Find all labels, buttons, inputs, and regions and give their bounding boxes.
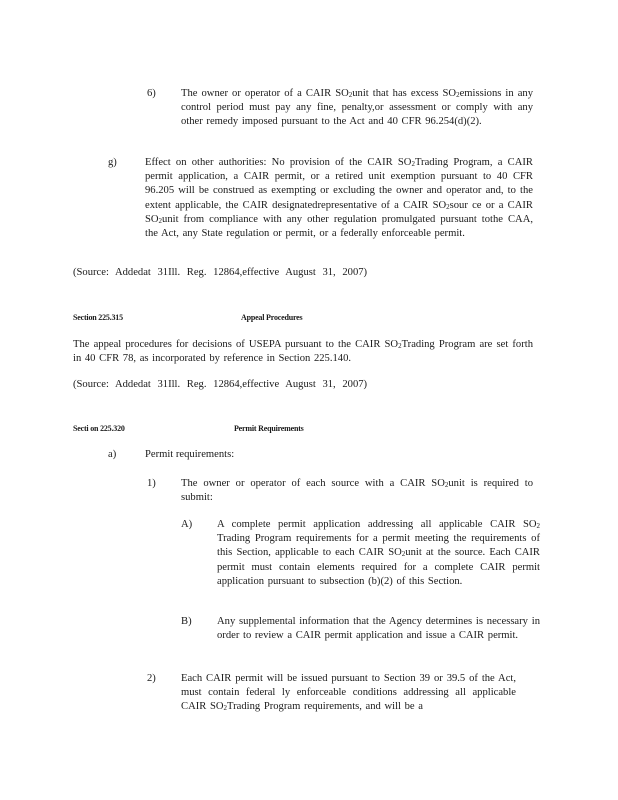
item-1-text: The owner or operator of each source with a CAIR $SO_2unit$ is required to submit: (181, 478, 533, 504)
item-2-text: Each CAIR permit will be issued pursuant to Section 39 or 39.5 of the Act, must contain federal ly enforceable conditions addressing all applicable CAIR $SO_2Trading$ Program requirements, and will be a (181, 673, 516, 713)
item-B-label: B) (181, 616, 192, 627)
item-a-label: a) (108, 449, 117, 460)
item-a-text: Permit requirements: (145, 449, 235, 460)
section-315-title: Appeal Procedures (241, 313, 303, 322)
item-B-text: Any supplemental information that the Agency determines is necessary in order to review a CAIR permit application and issue a CAIR permit. (217, 616, 540, 642)
item-g-text: Effect on other authorities: No provision of the CAIR $SO_2Trading$ Program, a CAIR permit application, a CAIR permit, or a retired unit exemption pursuant to 40 CFR 96.205 will be construed as exempting or excluding the owner and operator and, to the extent applicable, the CAIR designatedrepresentative of a CAIR $SO_2sour$ ce or a CAIR $SO_2unit$ from compliance with any other regulation promulgated pursuant tothe CAA, the Act, any State regulation or permit, or a federally enforceable permit. (145, 157, 533, 240)
item-A-label: A) (181, 519, 193, 530)
section-315-number: Section 225.315 (73, 313, 123, 322)
item-6-label: 6) (147, 88, 156, 99)
section-320-number: Secti on 225.320 (73, 424, 125, 433)
item-6-text: The owner or operator of a CAIR $SO_2unit$ that has excess $SO_2emissions$ in any control period must pay any fine, penalty,or assessment or comply with any other remedy imposed pursuant to the Act and 40 CFR 96.254(d)(2). (181, 88, 533, 128)
item-A-text: A complete permit application addressing all applicable CAIR $SO_2$ Trading Program requirements for a permit meeting the requirements of this Section, applicable to each CAIR $SO_2unit$ at the source. Each CAIR permit must contain elements required for a complete CAIR permit application pursuant to subsection (b)(2) of this Section. (217, 519, 540, 587)
section-320-title: Permit Requirements (234, 424, 304, 433)
source-note-2: (Source: Addedat 31Ill. Reg. 12864,effective August 31, 2007) (73, 379, 368, 390)
item-2-label: 2) (147, 673, 156, 684)
section-315-body: The appeal procedures for decisions of USEPA pursuant to the CAIR $SO_2Trading$ Program are set forth in 40 CFR 78, as incorporated by reference in Section 225.140. (73, 339, 533, 365)
item-g-label: g) (108, 157, 117, 168)
source-note-1: (Source: Addedat 31Ill. Reg. 12864,effective August 31, 2007) (73, 267, 368, 278)
item-1-label: 1) (147, 478, 156, 489)
